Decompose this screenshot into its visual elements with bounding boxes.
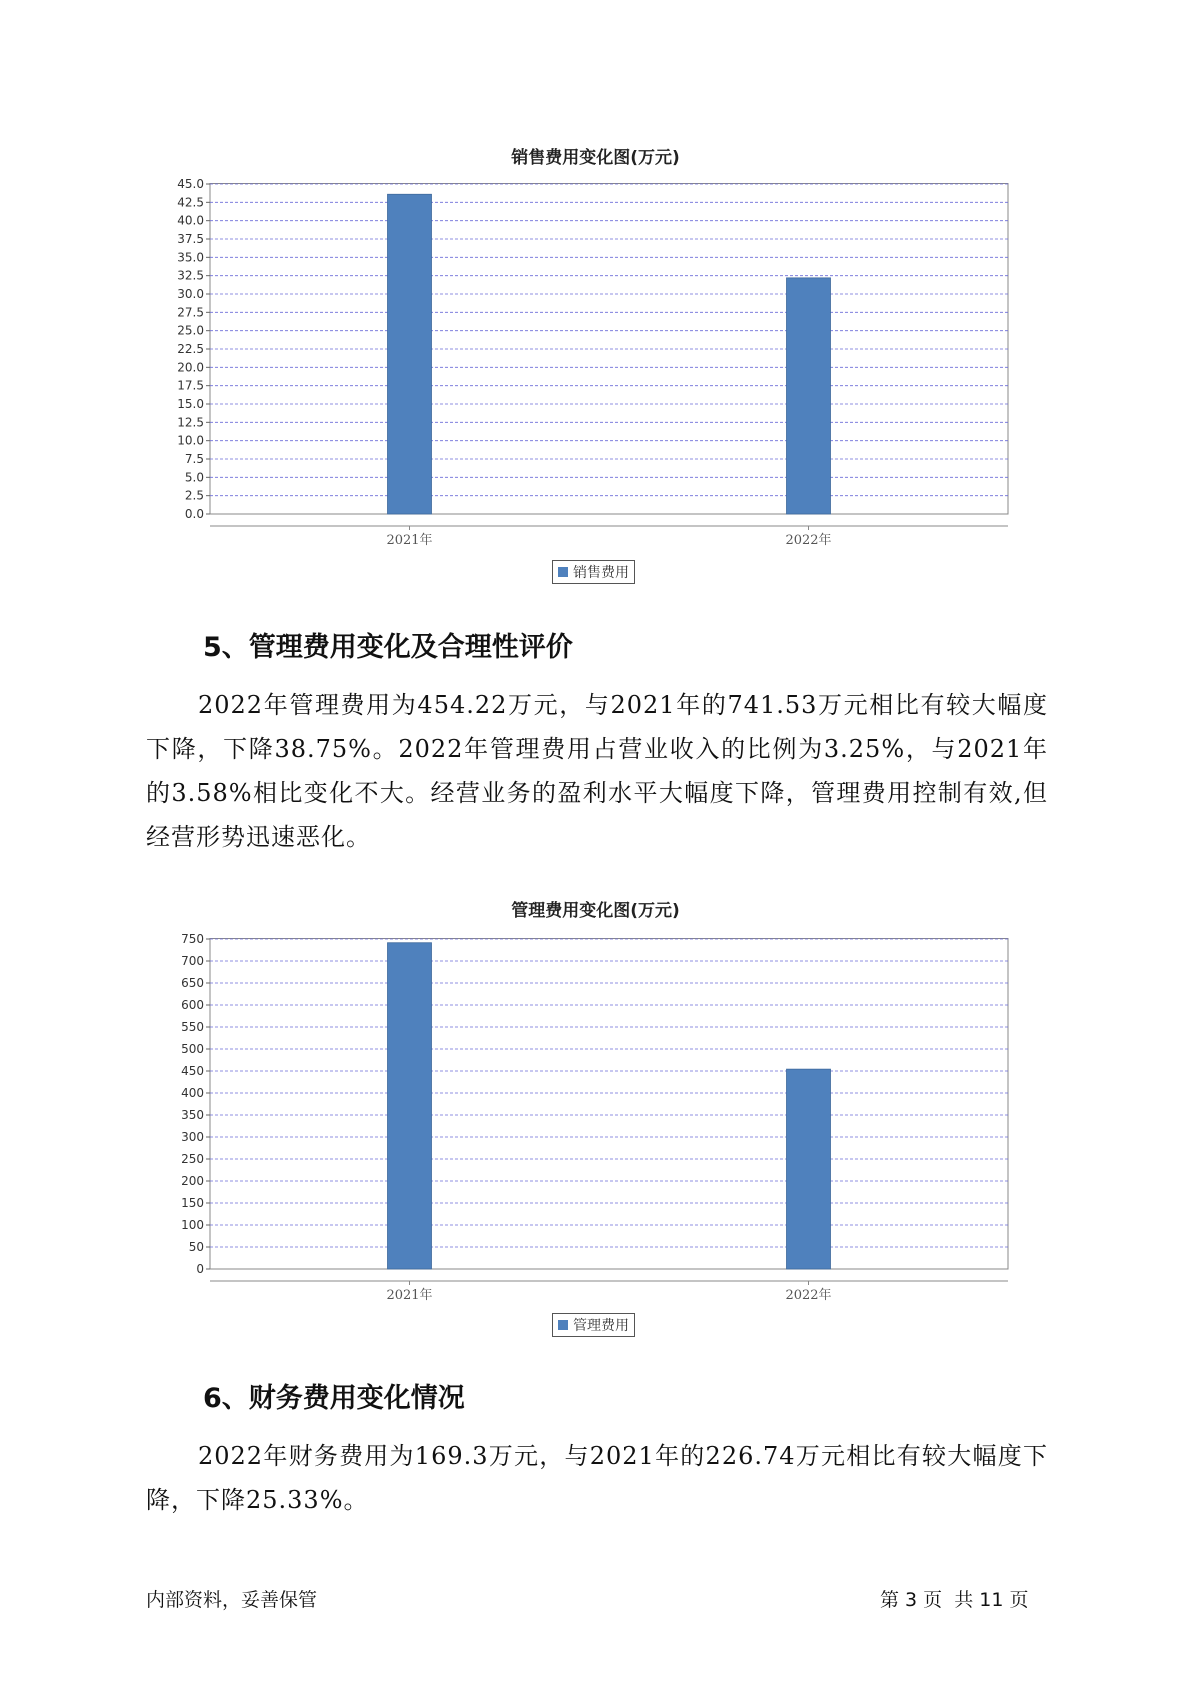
legend-label: 销售费用 bbox=[573, 565, 629, 581]
y-tick-label: 40.0 bbox=[177, 213, 204, 228]
x-tick-label: 2022年 bbox=[785, 533, 832, 548]
y-tick-label: 300 bbox=[181, 1130, 204, 1144]
section-paragraph-finance: 2022年财务费用为169.3万元，与2021年的226.74万元相比有较大幅度下降，下降25.33%。 bbox=[146, 1442, 1048, 1514]
x-tick-label: 2021年 bbox=[386, 533, 433, 548]
management-expense-chart bbox=[0, 925, 1191, 1305]
y-tick-label: 100 bbox=[181, 1218, 204, 1232]
legend-management bbox=[552, 1313, 635, 1337]
y-tick-label: 550 bbox=[181, 1020, 204, 1034]
x-tick-label: 2021年 bbox=[386, 1288, 433, 1303]
y-tick-label: 10.0 bbox=[177, 433, 204, 448]
bar bbox=[787, 278, 831, 514]
y-tick-label: 15.0 bbox=[177, 397, 204, 411]
legend-swatch bbox=[558, 1320, 568, 1330]
plot-area bbox=[210, 939, 1008, 1270]
sales-expense-chart bbox=[0, 170, 1191, 550]
y-tick-label: 2.5 bbox=[184, 488, 204, 503]
footer-page-number: 第 3 页 共 11 页 bbox=[880, 1589, 1029, 1611]
y-tick-label: 27.5 bbox=[177, 305, 204, 320]
chart-title-sales: 销售费用变化图(万元) bbox=[511, 148, 680, 168]
y-tick-label: 32.5 bbox=[177, 268, 204, 283]
legend-swatch bbox=[558, 567, 568, 577]
y-tick-label: 25.0 bbox=[177, 323, 204, 338]
y-tick-label: 5.0 bbox=[184, 470, 204, 485]
bar bbox=[388, 943, 432, 1269]
y-tick-label: 42.5 bbox=[177, 195, 204, 210]
bar bbox=[388, 194, 432, 514]
y-tick-label: 700 bbox=[181, 954, 204, 968]
legend-sales bbox=[552, 560, 635, 584]
y-tick-label: 45.0 bbox=[177, 177, 204, 191]
y-tick-label: 250 bbox=[181, 1152, 204, 1166]
y-tick-label: 0 bbox=[196, 1262, 204, 1276]
bar bbox=[787, 1069, 831, 1269]
y-tick-label: 400 bbox=[181, 1086, 204, 1100]
y-tick-label: 35.0 bbox=[177, 250, 204, 265]
y-tick-label: 12.5 bbox=[177, 415, 204, 430]
y-tick-label: 20.0 bbox=[177, 360, 204, 375]
y-tick-label: 50 bbox=[188, 1240, 204, 1254]
chart-title-management: 管理费用变化图(万元) bbox=[511, 901, 680, 921]
footer-confidential: 内部资料，妥善保管 bbox=[146, 1589, 318, 1611]
y-tick-label: 0.0 bbox=[184, 507, 204, 521]
y-tick-label: 650 bbox=[181, 976, 204, 990]
y-tick-label: 7.5 bbox=[184, 452, 204, 466]
y-tick-label: 750 bbox=[181, 932, 204, 946]
y-tick-label: 37.5 bbox=[177, 232, 204, 246]
y-tick-label: 600 bbox=[181, 998, 204, 1012]
legend-label: 管理费用 bbox=[573, 1318, 629, 1334]
y-tick-label: 200 bbox=[181, 1174, 204, 1188]
section-heading-management: 5、管理费用变化及合理性评价 bbox=[203, 632, 573, 663]
y-tick-label: 500 bbox=[181, 1042, 204, 1056]
section-heading-finance: 6、财务费用变化情况 bbox=[203, 1383, 465, 1414]
y-tick-label: 350 bbox=[181, 1108, 204, 1122]
y-tick-label: 30.0 bbox=[177, 287, 204, 301]
section-paragraph-management: 2022年管理费用为454.22万元，与2021年的741.53万元相比有较大幅度下降，下降38.75%。2022年管理费用占营业收入的比例为3.25%，与2021年的3.58%相比变化不大。经营业务的盈利水平大幅度下降，管理费用控制有效,但经营形势迅速恶化。 bbox=[146, 691, 1048, 851]
x-tick-label: 2022年 bbox=[785, 1288, 832, 1303]
y-tick-label: 450 bbox=[181, 1064, 204, 1078]
y-tick-label: 17.5 bbox=[177, 378, 204, 393]
y-tick-label: 22.5 bbox=[177, 342, 204, 356]
y-tick-label: 150 bbox=[181, 1196, 204, 1210]
plot-area bbox=[210, 184, 1008, 515]
